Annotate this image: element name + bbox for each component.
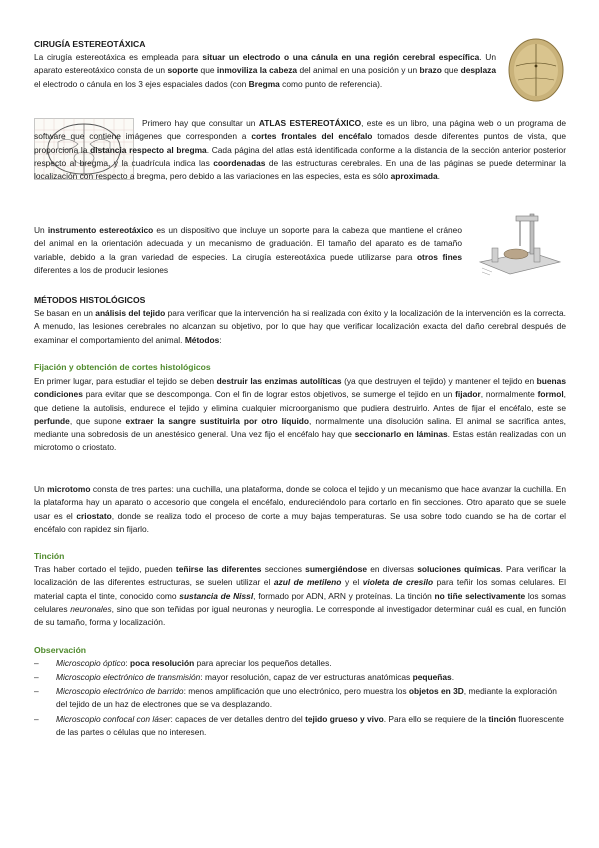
section-title-observacion: Observación bbox=[34, 645, 87, 655]
paragraph-cirugia: La cirugía estereotáxica es empleada para situar un electrodo o una cánula en una región cerebral específica. Un aparato estereotáxico consta de un soporte que inmoviliza la cabeza del animal en una posición y un brazo que desplaza el electrodo o cánula en los 3 ejes espaciales dados (con Bregma como punto de referencia). bbox=[34, 52, 496, 89]
paragraph-instrumento: Un instrumento estereotáxico es un dispositivo que incluye un soporte para la cabeza que mantiene el cráneo del animal en la orientación adecuada y un mecanismo de graduación. El tamaño del aparato es de tamaño variable, debido a la gran variedad de especies. La cirugía estereotáxica puede utilizarse para otros fines diferentes a los de producir lesiones bbox=[34, 225, 462, 275]
paragraph-atlas: Primero hay que consultar un ATLAS ESTEREOTÁXICO, este es un libro, una página web o un programa de software que contiene imágenes que corresponden a cortes frontales del encéfalo tomados desde diferentes puntos de vista, que proporciona la distancia respecto al bregma. Cada página del atlas está identificada conforme a la distancia de la sección anterior posterior respecto al bregma, y la cuadrícula indica las coordenadas de las estructuras cerebrales. En una de las páginas se puede determinar la localización con respecto a bregma, pero debido a las variaciones en las especies, esta es sólo aproximada. bbox=[34, 118, 567, 182]
stereotaxic-device-image bbox=[472, 206, 566, 280]
section-title-tincion: Tinción bbox=[34, 551, 65, 561]
section-title-fijacion: Fijación y obtención de cortes histológicos bbox=[34, 362, 211, 372]
list-item-text: Microscopio confocal con láser: capaces de ver detalles dentro del tejido grueso y vivo. Para ello se requiere de la tinción fluorescente de las partes o células que no interesen. bbox=[56, 714, 564, 738]
list-bullet: – bbox=[34, 658, 39, 668]
list-bullet: – bbox=[34, 714, 39, 724]
paragraph-fijacion: En primer lugar, para estudiar el tejido se deben destruir las enzimas autolíticas (ya que destruyen el tejido) y mantener el tejido en buenas condiciones para evitar que se descomponga. Con el fin de lograr estos objetivos, se sumerge el tejido en un fijador, normalmente formol, que detiene la autolisis, endurece el tejido y elimina cualquier microorganismo que pudiera destruirlo. Antes de fijar el encéfalo, este se perfunde, que supone extraer la sangre sustituirla por otro líquido, normalmente una disolución salina. El animal se sacrifica antes, mediante una sobredosis de un anestésico general. Una vez fijo el encéfalo hay que seccionarlo en láminas. Estas están realizadas con un microtomo o criostato. bbox=[34, 376, 567, 453]
section-title-cirugia: CIRUGÍA ESTEREOTÁXICA bbox=[34, 39, 146, 49]
list-item-text: Microscopio óptico: poca resolución para apreciar los pequeños detalles. bbox=[56, 658, 332, 668]
list-bullet: – bbox=[34, 686, 39, 696]
list-bullet: – bbox=[34, 672, 39, 682]
paragraph-microtomo: Un microtomo consta de tres partes: una cuchilla, una plataforma, donde se coloca el tejido y un mecanismo que hace avanzar la cuchilla. En la plataforma hay un aparato o accesorio que congela el encéfalo, endureciéndolo para cortarlo en fin secciones. Otro aparato que se suele usar es el criostato, donde se realiza todo el proceso de corte a muy bajas temperaturas. Se usa sobre todo cuando se ha de cortar el encéfalo con rapidez sin fijarlo. bbox=[34, 484, 567, 534]
list-item-text: Microscopio electrónico de barrido: menos amplificación que uno electrónico, pero muestra los objetos en 3D, mediante la exploración del tejido de un haz de electrones que se va desplazando. bbox=[56, 686, 557, 710]
paragraph-metodos: Se basan en un análisis del tejido para verificar que la intervención ha si realizada con éxito y la localización de la intervención es la correcta. A menudo, las lesiones cerebrales no alcanzan su objetivo, por lo que hay que verificar localización exacta del daño cerebral después de examinar el comportamiento del animal. Métodos: bbox=[34, 308, 566, 345]
paragraph-tincion: Tras haber cortado el tejido, pueden teñirse las diferentes secciones sumergiéndose en diversas soluciones químicas. Para verificar la localización de las diferentes estructuras, se suelen utilizar el azul de metileno y el violeta de cresilo para teñir los somas celulares. El material capta el tinte, conocido como sustancia de Nissl, formado por ADN, ARN y proteínas. La tinción no tiñe selectivamente los somas celulares neuronales, sino que son teñidas por igual neuronas y neuroglia. Le corresponde al investigador determinar cuál es cual, en función de su tamaño, forma y localización. bbox=[34, 564, 566, 628]
list-item-text: Microscopio electrónico de transmisión: mayor resolución, capaz de ver estructuras anatómicas pequeñas. bbox=[56, 672, 455, 682]
section-title-metodos: MÉTODOS HISTOLÓGICOS bbox=[34, 295, 146, 305]
